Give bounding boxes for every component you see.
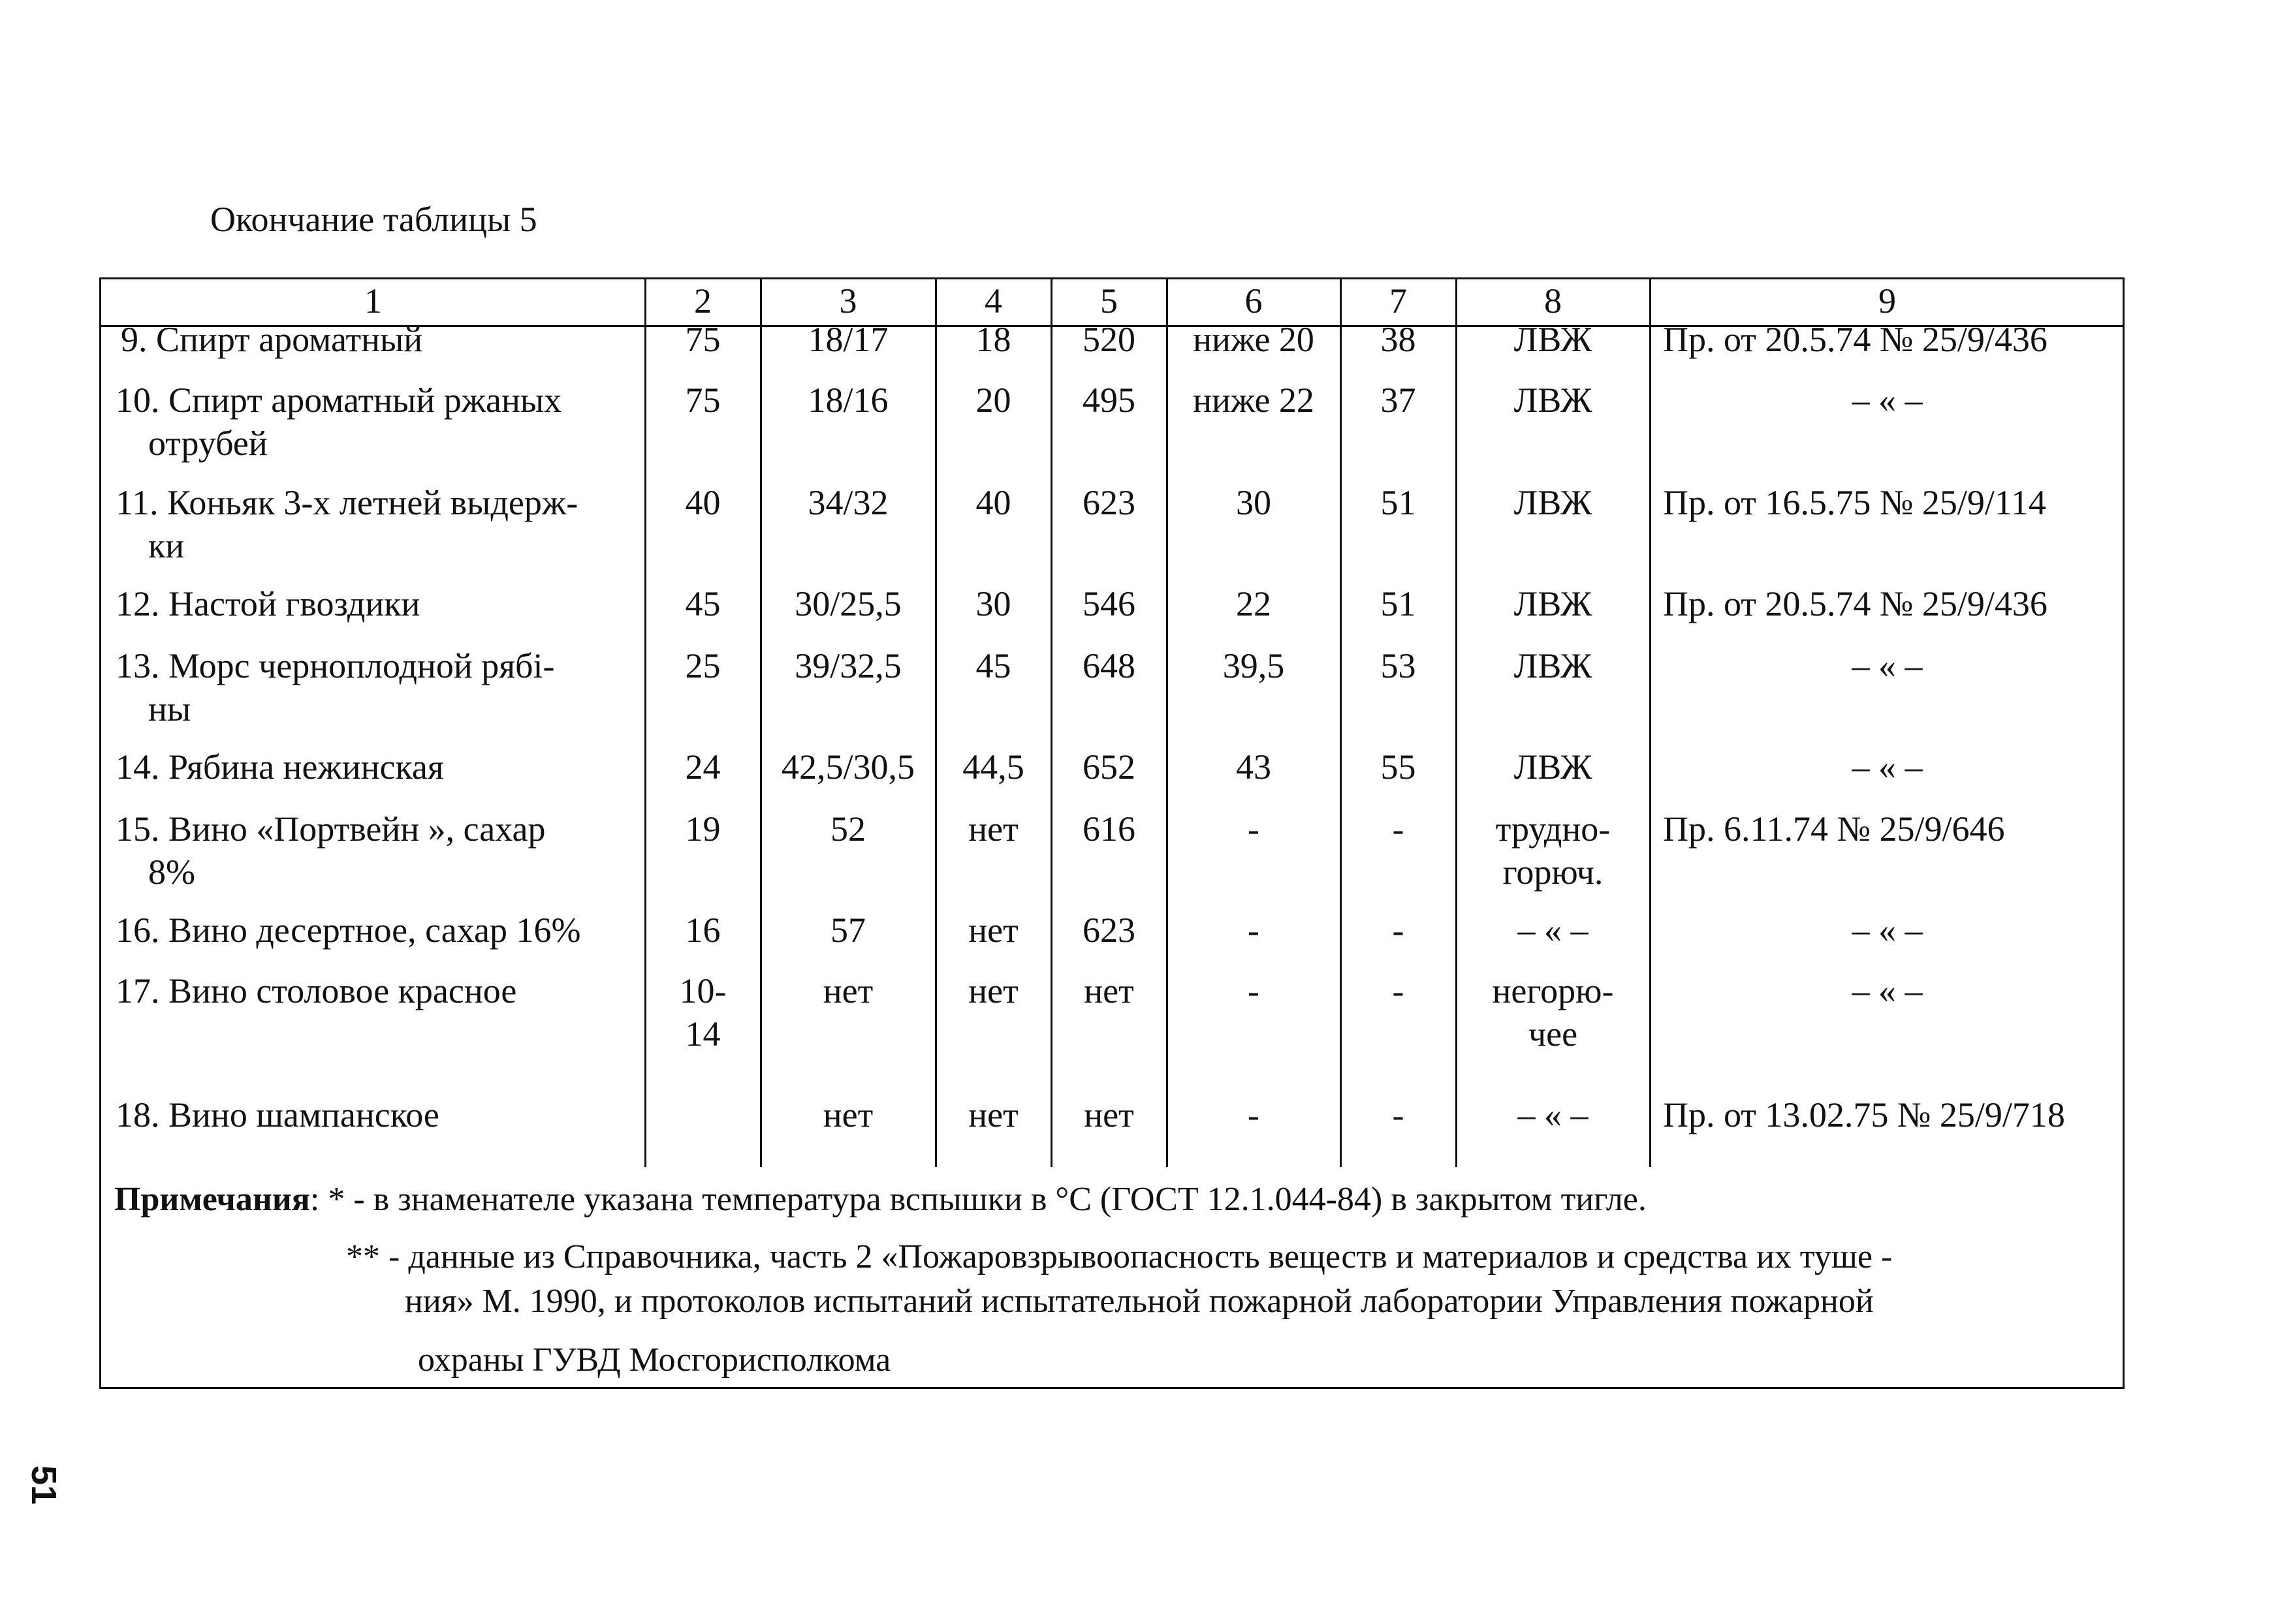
cell-line: нет xyxy=(1084,971,1134,1010)
row-cell-col-8 xyxy=(1456,807,1650,894)
row-name-cell xyxy=(116,1093,640,1136)
row-cell-col-5 xyxy=(1051,481,1167,524)
notes-line-1 xyxy=(114,1179,1647,1221)
row-cell-col-2 xyxy=(645,909,761,952)
row-cell-col-8 xyxy=(1456,318,1650,361)
row-cell-col-6 xyxy=(1167,909,1340,952)
cell-line: – « – xyxy=(1852,971,1923,1010)
row-cell-col-6 xyxy=(1167,644,1340,687)
notes-line-3: ния» М. 1990, и протоколов испытаний испытательной пожарной лаборатории Управления пожарной xyxy=(405,1283,1874,1320)
cell-line: 75 xyxy=(685,320,721,359)
row-name-cell xyxy=(116,644,640,730)
row-cell-col-9 xyxy=(1663,481,2122,524)
row-cell-col-4 xyxy=(936,582,1051,625)
row-cell-col-9 xyxy=(1663,318,2122,361)
column-header-7: 7 xyxy=(1389,281,1407,320)
cell-line: ны xyxy=(148,689,191,728)
row-cell-col-9 xyxy=(1650,745,2125,789)
cell-line: 12. Настой гвоздики xyxy=(116,584,420,623)
cell-line: ЛВЖ xyxy=(1513,646,1592,685)
row-cell-col-5 xyxy=(1051,745,1167,789)
cell-line: отрубей xyxy=(148,424,268,463)
row-cell-col-9 xyxy=(1663,807,2122,851)
cell-line: 546 xyxy=(1083,584,1135,623)
row-cell-col-5 xyxy=(1051,379,1167,422)
row-cell-col-4 xyxy=(936,481,1051,524)
column-header-6: 6 xyxy=(1244,281,1263,320)
cell-line: - xyxy=(1392,1095,1404,1134)
row-cell-col-3 xyxy=(761,969,936,1012)
cell-line: 44,5 xyxy=(962,747,1024,787)
cell-line: 520 xyxy=(1083,320,1135,359)
cell-line: 15. Вино «Портвейн », сахар xyxy=(116,809,546,849)
row-cell-col-5 xyxy=(1051,318,1167,361)
row-cell-col-5 xyxy=(1051,644,1167,687)
cell-line: 40 xyxy=(975,483,1011,522)
cell-line: 14 xyxy=(685,1014,721,1054)
cell-line: нет xyxy=(968,809,1019,849)
cell-line: – « – xyxy=(1852,646,1923,685)
row-cell-col-7 xyxy=(1340,318,1456,361)
row-cell-col-4 xyxy=(936,318,1051,361)
row-cell-col-6 xyxy=(1167,807,1340,851)
cell-line: 57 xyxy=(830,911,866,950)
row-cell-col-7 xyxy=(1340,807,1456,851)
cell-line: 18/16 xyxy=(808,381,889,420)
row-cell-col-4 xyxy=(936,745,1051,789)
cell-line: ЛВЖ xyxy=(1513,584,1592,623)
row-name-cell xyxy=(116,481,640,567)
row-cell-col-9 xyxy=(1663,582,2122,625)
cell-line: нет xyxy=(968,971,1019,1010)
cell-line: Пр. от 16.5.75 № 25/9/114 xyxy=(1663,483,2046,522)
cell-line: 39,5 xyxy=(1222,646,1285,685)
cell-line: 9. Спирт ароматный xyxy=(121,320,423,359)
row-cell-col-4 xyxy=(936,379,1051,422)
cell-line: – « – xyxy=(1517,911,1589,950)
column-header-5: 5 xyxy=(1100,281,1118,320)
cell-line: нет xyxy=(968,911,1019,950)
row-cell-col-6 xyxy=(1167,1093,1340,1136)
cell-line: нет xyxy=(1084,1095,1134,1134)
cell-line: ниже 20 xyxy=(1193,320,1314,359)
column-header-8: 8 xyxy=(1544,281,1562,320)
row-name-cell xyxy=(116,909,640,952)
row-cell-col-5 xyxy=(1051,1093,1167,1136)
row-cell-col-3 xyxy=(761,379,936,422)
cell-line: 18. Вино шампанское xyxy=(116,1095,439,1134)
cell-line: - xyxy=(1248,809,1259,849)
cell-line: 18 xyxy=(975,320,1011,359)
cell-line: 623 xyxy=(1083,911,1135,950)
cell-line: 17. Вино столовое красное xyxy=(116,971,517,1010)
row-cell-col-6 xyxy=(1167,745,1340,789)
cell-line: 10. Спирт ароматный ржаных xyxy=(116,381,562,420)
cell-line: - xyxy=(1248,971,1259,1010)
cell-line: 45 xyxy=(685,584,721,623)
cell-line: 34/32 xyxy=(808,483,889,522)
row-cell-col-3 xyxy=(761,481,936,524)
row-cell-col-9 xyxy=(1650,379,2125,422)
cell-line: чее xyxy=(1528,1014,1578,1054)
cell-line: 8% xyxy=(148,852,195,892)
cell-line: 52 xyxy=(830,809,866,849)
row-cell-col-4 xyxy=(936,1093,1051,1136)
cell-line: 42,5/30,5 xyxy=(781,747,915,787)
row-name-cell xyxy=(116,318,640,361)
cell-line: 45 xyxy=(975,646,1011,685)
cell-line: 14. Рябина нежинская xyxy=(116,747,444,787)
cell-line: Пр. 6.11.74 № 25/9/646 xyxy=(1663,809,2005,849)
table-caption: Окончание таблицы 5 xyxy=(210,200,537,239)
cell-line: 20 xyxy=(975,381,1011,420)
row-cell-col-4 xyxy=(936,969,1051,1012)
row-cell-col-2 xyxy=(645,582,761,625)
cell-line: горюч. xyxy=(1502,852,1604,892)
notes-label: Примечания xyxy=(114,1181,310,1218)
cell-line: негорю- xyxy=(1492,971,1614,1010)
row-cell-col-5 xyxy=(1051,909,1167,952)
cell-line: - xyxy=(1392,971,1404,1010)
cell-line: 24 xyxy=(685,747,721,787)
row-cell-col-2 xyxy=(645,807,761,851)
cell-line: 39/32,5 xyxy=(795,646,902,685)
cell-line: 648 xyxy=(1083,646,1135,685)
column-header-2: 2 xyxy=(694,281,712,320)
row-cell-col-7 xyxy=(1340,909,1456,952)
row-cell-col-7 xyxy=(1340,481,1456,524)
cell-line: – « – xyxy=(1852,911,1923,950)
row-cell-col-8 xyxy=(1456,481,1650,524)
cell-line: – « – xyxy=(1852,381,1923,420)
cell-line: 25 xyxy=(685,646,721,685)
cell-line: 623 xyxy=(1083,483,1135,522)
row-name-cell xyxy=(116,807,640,894)
row-cell-col-2 xyxy=(645,481,761,524)
row-cell-col-6 xyxy=(1167,318,1340,361)
cell-line: 40 xyxy=(685,483,721,522)
cell-line: 19 xyxy=(685,809,721,849)
row-cell-col-4 xyxy=(936,644,1051,687)
row-cell-col-5 xyxy=(1051,582,1167,625)
cell-line: нет xyxy=(823,971,874,1010)
row-name-cell xyxy=(116,379,640,465)
row-cell-col-4 xyxy=(936,807,1051,851)
cell-line: 30 xyxy=(975,584,1011,623)
row-name-cell xyxy=(116,745,640,789)
row-cell-col-3 xyxy=(761,318,936,361)
cell-line: 22 xyxy=(1236,584,1271,623)
cell-line: ки xyxy=(148,526,185,565)
row-cell-col-8 xyxy=(1456,969,1650,1055)
data-table xyxy=(99,277,2125,1389)
row-cell-col-3 xyxy=(761,909,936,952)
cell-line: - xyxy=(1248,1095,1259,1134)
row-cell-col-8 xyxy=(1456,582,1650,625)
column-header-4: 4 xyxy=(985,281,1002,320)
cell-line: – « – xyxy=(1852,747,1923,787)
column-header-3: 3 xyxy=(839,281,857,320)
row-cell-col-3 xyxy=(761,745,936,789)
cell-line: 13. Морс черноплодной рябі- xyxy=(116,646,555,685)
cell-line: 495 xyxy=(1083,381,1135,420)
notes-line-1-text: : * - в знаменателе указана температура вспышки в °С (ГОСТ 12.1.044-84) в закрытом тигле. xyxy=(309,1181,1647,1218)
row-name-cell xyxy=(116,969,640,1012)
row-cell-col-5 xyxy=(1051,969,1167,1012)
row-cell-col-2 xyxy=(645,969,761,1055)
cell-line: 75 xyxy=(685,381,721,420)
row-cell-col-3 xyxy=(761,807,936,851)
cell-line: Пр. от 20.5.74 № 25/9/436 xyxy=(1663,584,2048,623)
row-cell-col-3 xyxy=(761,1093,936,1136)
row-cell-col-6 xyxy=(1167,481,1340,524)
cell-line: нет xyxy=(823,1095,874,1134)
cell-line: нет xyxy=(968,1095,1019,1134)
cell-line: 37 xyxy=(1380,381,1416,420)
page-number: 51 xyxy=(24,1465,63,1505)
row-cell-col-6 xyxy=(1167,379,1340,422)
row-cell-col-7 xyxy=(1340,1093,1456,1136)
row-cell-col-8 xyxy=(1456,745,1650,789)
row-name-cell xyxy=(116,582,640,625)
cell-line: 30 xyxy=(1236,483,1271,522)
cell-line: ЛВЖ xyxy=(1513,483,1592,522)
row-cell-col-7 xyxy=(1340,644,1456,687)
cell-line: 11. Коньяк 3-х летней выдерж- xyxy=(116,483,578,522)
cell-line: 38 xyxy=(1380,320,1416,359)
row-cell-col-7 xyxy=(1340,745,1456,789)
row-cell-col-2 xyxy=(645,379,761,422)
row-cell-col-2 xyxy=(645,318,761,361)
row-cell-col-7 xyxy=(1340,379,1456,422)
row-cell-col-9 xyxy=(1650,909,2125,952)
row-cell-col-4 xyxy=(936,909,1051,952)
row-cell-col-9 xyxy=(1663,1093,2122,1136)
cell-line: 16. Вино десертное, сахар 16% xyxy=(116,911,581,950)
row-cell-col-7 xyxy=(1340,969,1456,1012)
row-cell-col-6 xyxy=(1167,969,1340,1012)
cell-line: 30/25,5 xyxy=(795,584,902,623)
cell-line: - xyxy=(1392,911,1404,950)
cell-line: 616 xyxy=(1083,809,1135,849)
row-cell-col-9 xyxy=(1650,644,2125,687)
row-cell-col-9 xyxy=(1650,969,2125,1012)
row-cell-col-2 xyxy=(645,644,761,687)
row-cell-col-8 xyxy=(1456,1093,1650,1136)
cell-line: ЛВЖ xyxy=(1513,320,1592,359)
cell-line: 55 xyxy=(1380,747,1416,787)
cell-line: 51 xyxy=(1380,584,1416,623)
column-header-1: 1 xyxy=(364,281,382,320)
cell-line: 43 xyxy=(1236,747,1271,787)
cell-line: ЛВЖ xyxy=(1513,747,1592,787)
cell-line: Пр. от 20.5.74 № 25/9/436 xyxy=(1663,320,2048,359)
cell-line: 16 xyxy=(685,911,721,950)
row-cell-col-8 xyxy=(1456,909,1650,952)
row-cell-col-7 xyxy=(1340,582,1456,625)
cell-line: ЛВЖ xyxy=(1513,381,1592,420)
cell-line: 51 xyxy=(1380,483,1416,522)
notes-line-4: охраны ГУВД Мосгорисполкома xyxy=(418,1341,891,1379)
column-header-9: 9 xyxy=(1878,281,1896,320)
notes-line-2: ** - данные из Справочника, часть 2 «Пожаровзрывоопасность веществ и материалов и средства их туше - xyxy=(346,1238,1893,1275)
cell-line: трудно- xyxy=(1495,809,1611,849)
cell-line: 10- xyxy=(679,971,727,1010)
row-cell-col-3 xyxy=(761,582,936,625)
cell-line: ниже 22 xyxy=(1193,381,1314,420)
cell-line: – « – xyxy=(1517,1095,1589,1134)
cell-line: - xyxy=(1392,809,1404,849)
row-cell-col-6 xyxy=(1167,582,1340,625)
row-cell-col-8 xyxy=(1456,379,1650,422)
cell-line: - xyxy=(1248,911,1259,950)
cell-line: 652 xyxy=(1083,747,1135,787)
row-cell-col-3 xyxy=(761,644,936,687)
cell-line: 18/17 xyxy=(808,320,889,359)
cell-line: 53 xyxy=(1380,646,1416,685)
row-cell-col-5 xyxy=(1051,807,1167,851)
row-cell-col-2 xyxy=(645,745,761,789)
row-cell-col-8 xyxy=(1456,644,1650,687)
cell-line: Пр. от 13.02.75 № 25/9/718 xyxy=(1663,1095,2065,1134)
